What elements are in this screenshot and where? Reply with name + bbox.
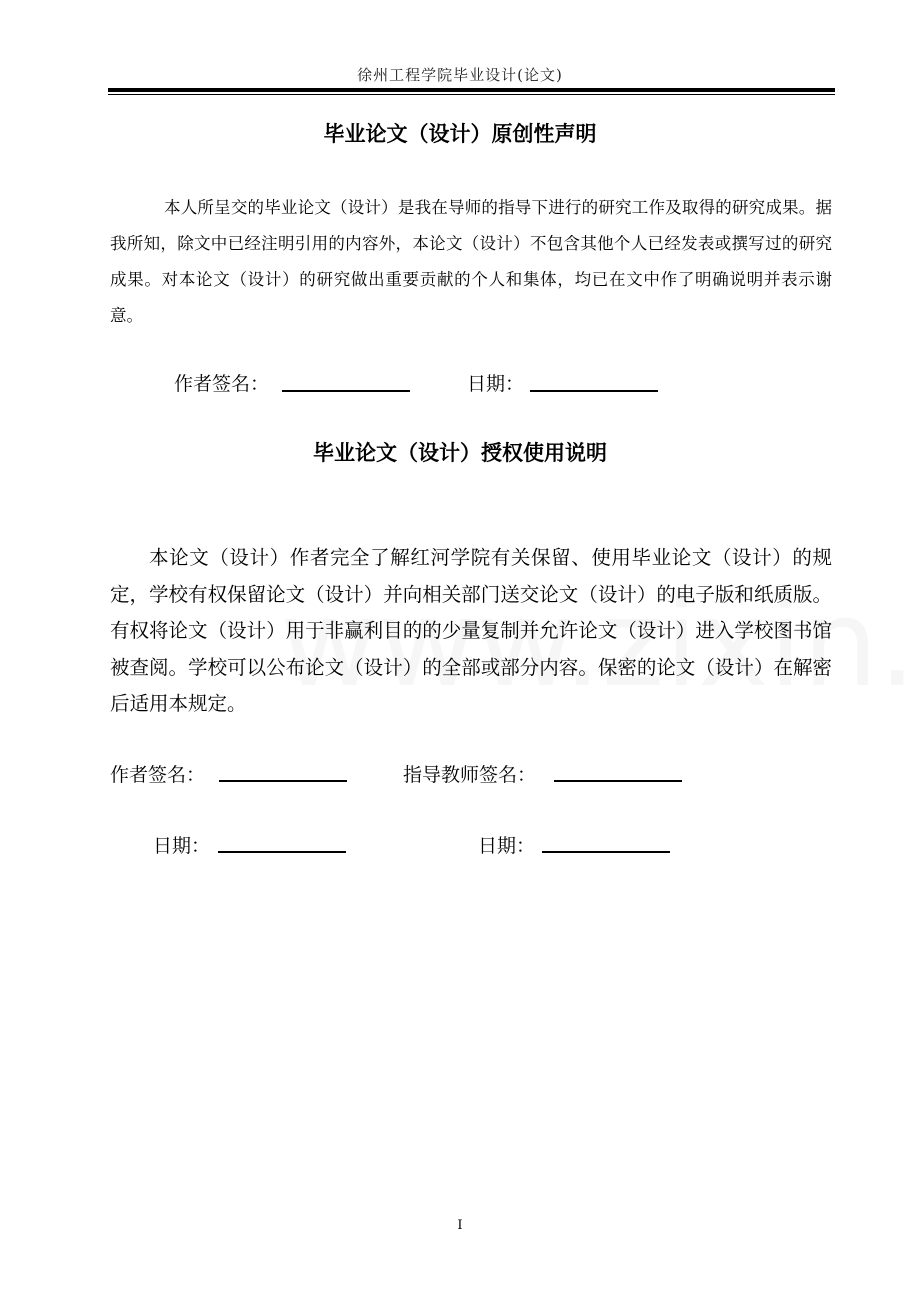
declaration-author-signature-line[interactable] xyxy=(282,390,410,392)
advisor-signature-line[interactable] xyxy=(554,780,682,782)
header-rule-thin xyxy=(108,94,835,95)
page-number: I xyxy=(457,1218,463,1233)
authorization-author-signature-line[interactable] xyxy=(219,780,347,782)
authorization-date-label-1: 日期： xyxy=(153,835,211,857)
authorization-date-line-1[interactable] xyxy=(218,851,346,853)
declaration-date-label: 日期： xyxy=(467,373,525,395)
authorization-title: 毕业论文（设计）授权使用说明 xyxy=(313,441,607,465)
authorization-body: 本论文（设计）作者完全了解红河学院有关保留、使用毕业论文（设计）的规定，学校有权保留论文（设计）并向相关部门送交论文（设计）的电子版和纸质版。有权将论文（设计）用于非赢利目的的少量复制并允许论文（设计）进入学校图书馆被查阅。学校可以公布论文（设计）的全部或部分内容。保密的论文（设计）在解密后适用本规定。 xyxy=(110,546,832,715)
declaration-date-line[interactable] xyxy=(530,390,658,392)
authorization-date-label-2: 日期： xyxy=(478,835,536,857)
declaration-body: 本人所呈交的毕业论文（设计）是我在导师的指导下进行的研究工作及取得的研究成果。据我所知，除文中已经注明引用的内容外，本论文（设计）不包含其他个人已经发表或撰写过的研究成果。对本论文（设计）的研究做出重要贡献的个人和集体，均已在文中作了明确说明并表示谢意。 xyxy=(110,198,832,325)
header-rule-thick xyxy=(108,88,835,92)
authorization-author-signature-label: 作者签名： xyxy=(110,764,206,786)
declaration-title: 毕业论文（设计）原创性声明 xyxy=(323,122,597,146)
authorization-date-line-2[interactable] xyxy=(542,851,670,853)
declaration-author-signature-label: 作者签名： xyxy=(174,373,270,395)
advisor-signature-label: 指导教师签名： xyxy=(403,764,537,786)
running-header: 徐州工程学院毕业设计(论文) xyxy=(357,66,563,84)
